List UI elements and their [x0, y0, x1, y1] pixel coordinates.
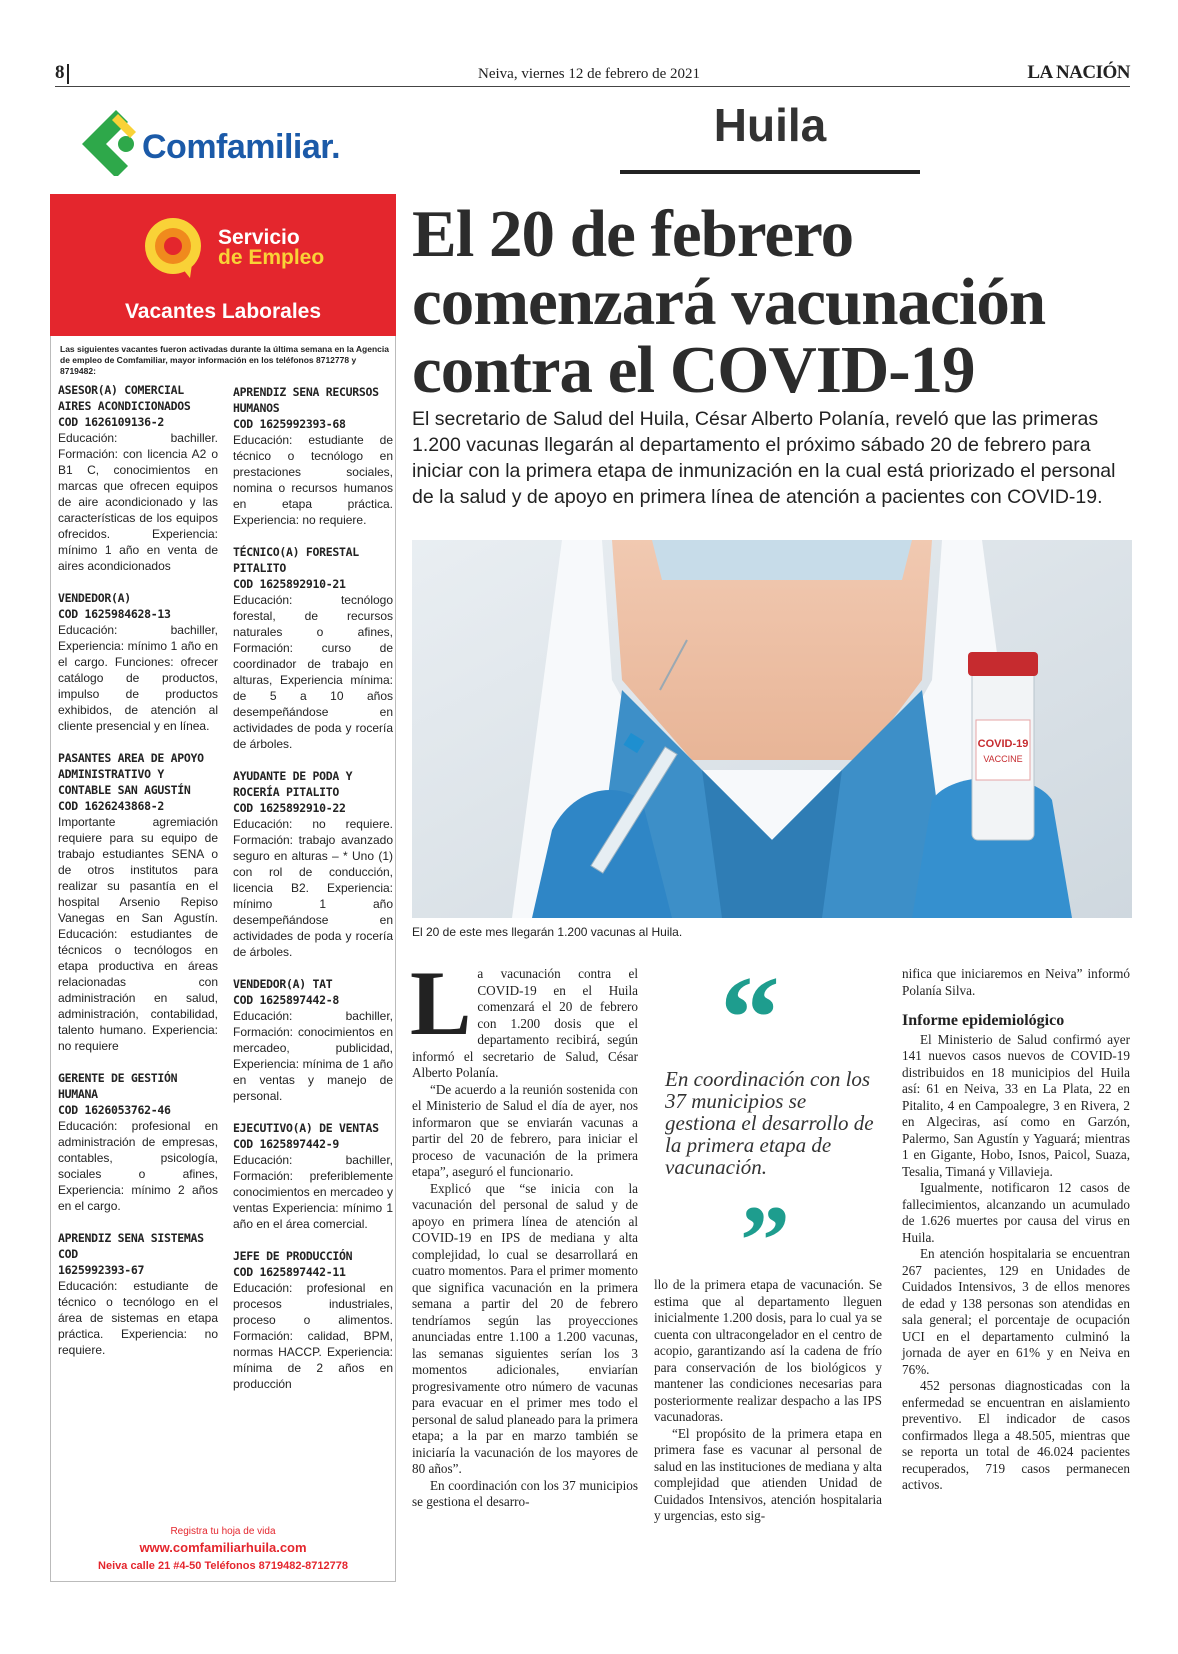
headline	[412, 197, 1142, 407]
job-title: APRENDIZ SENA SISTEMAS COD	[58, 1231, 204, 1261]
article-paragraph: llo de la primera etapa de vacunación. Se estima que al departamento lleguen inicialmente 1.200 dosis, para lo cual ya se cuenta con ultracongelador en el centro de acopio, garantizando así la cadena de frío para conservación de los biológicos y mantener las condiciones necesarias para posteriormente realizar despacho a las IPS vacunadoras.	[654, 1277, 882, 1424]
vial-label: VACCINE	[983, 754, 1023, 764]
servicio-label: Servicio	[218, 226, 300, 249]
job-code: COD 1626243868-2	[58, 799, 164, 813]
article-column-1	[410, 952, 638, 1511]
article-paragraph: Explicó que “se inicia con la vacunación del personal de salud y de apoyo en primera línea de atención al COVID-19 en IPS de mediana y alta complejidad, lo cual se desarrollará en cuatro momentos. Para el primer momento que significa vacunación en la primera semana a partir del 20 de febrero tendríamos según las proyecciones anunciadas entre 1.100 a 1.200 vacunas, las semanas siguientes serían los 3 momentos adicionales, enviarían progresivamente otro número de vacunas para evacuar en el primer mes todo el personal de salud planeado para la primera etapa; a la par en marzo también se iniciaría la vacunación de los mayores de 80 años”.	[412, 1180, 638, 1476]
vacantes-column-2	[233, 384, 393, 1408]
drop-cap: L	[410, 952, 472, 1054]
job-listing	[233, 1248, 393, 1392]
job-title: JEFE DE PRODUCCIÓN	[233, 1249, 353, 1263]
article-paragraph: 452 personas diagnosticadas con la enfermedad se encuentran en aislamiento preventivo. El indicador de casos confirmados llega a 48.505, mientras que se reporta un total de 46.024 pacientes recuperados, 719 casos permanecen activos.	[902, 1378, 1130, 1492]
article-paragraph: En atención hospitalaria se encuentran 267 pacientes, 129 en Unidades de Cuidados Intensivos, 3 de ellos menores de edad y 138 personas son atendidas en sala general; el porcentaje de ocupación UCI en el departamento culminó la jornada de ayer en 61% y en Neiva en 76%.	[902, 1246, 1130, 1377]
header-rule	[55, 86, 1130, 87]
job-description: Educación: bachiller, Formación: conocimientos en mercadeo, publicidad, Experiencia: mínima de 1 año en ventas y manejo de personal.	[233, 1009, 393, 1103]
job-listing	[233, 768, 393, 960]
job-title: VENDEDOR(A)	[58, 591, 131, 605]
job-title: VENDEDOR(A) TAT	[233, 977, 333, 991]
vacantes-intro: Las siguientes vacantes fueron activadas durante la última semana en la Agencia de empleo de Comfamiliar, mayor información en los teléfonos 8712778 y 8719482:	[60, 344, 389, 376]
article-paragraph: nifica que iniciaremos en Neiva” informó Polanía Silva.	[902, 966, 1130, 998]
job-title: APRENDIZ SENA RECURSOS HUMANOS	[233, 385, 379, 415]
section-title: Huila	[713, 99, 827, 151]
article-paragraph: Igualmente, notificaron 12 casos de fallecimientos, alcanzando un acumulado de 1.626 muertes por causa del virus en Huila.	[902, 1180, 1130, 1245]
headline-line: contra el COVID-19	[412, 333, 975, 407]
article-paragraph: “De acuerdo a la reunión sostenida con el Ministerio de Salud el día de ayer, nos informaron que se enviarán vacunas a partir del 20 de febrero, para iniciar el proceso de vacunación de la primera etapa”, aseguró el funcionario.	[412, 1081, 638, 1179]
vaccine-photo	[412, 540, 1132, 918]
job-listing	[58, 590, 218, 734]
job-listing	[58, 750, 218, 1054]
vacantes-column-1	[58, 382, 218, 1374]
section-rule	[620, 170, 920, 174]
vacantes-footer-cta: Registra tu hoja de vida	[170, 1526, 276, 1537]
job-listing	[58, 1070, 218, 1214]
job-code: COD 1626053762-46	[58, 1103, 171, 1117]
job-code: 1625992393-67	[58, 1263, 145, 1277]
headline-line: El 20 de febrero	[412, 197, 854, 271]
quote-open-icon: “	[720, 951, 780, 1084]
empleo-label: de Empleo	[218, 246, 325, 269]
job-code: COD 1625892910-21	[233, 577, 346, 591]
job-code: COD 1625892910-22	[233, 801, 346, 815]
job-description: Educación: estudiante de técnico o tecnólogo en prestaciones sociales, nomina o recursos humanos en etapa práctica. Experiencia: no requiere.	[233, 433, 393, 527]
job-description: Importante agremiación requiere para su equipo de trabajo estudiantes SENA o de otros institutos para realizar su pasantía en el hospital Arsenio Repiso Vanegas en San Agustín. Educación: estudiantes de técnicos o tecnólogos en etapa productiva en áreas relacionadas con administración en salud, administración, contabilidad, talento humano. Experiencia: no requiere	[58, 815, 218, 1053]
lead-paragraph: El secretario de Salud del Huila, César Alberto Polanía, reveló que las primeras 1.200 vacunas llegarán al departamento el próximo sábado 20 de febrero para iniciar con la primera etapa de inmunización en la cual está priorizado el personal de la salud y de apoyo en primera línea de atención a pacientes con COVID-19.	[412, 408, 1116, 508]
article-paragraph: El Ministerio de Salud confirmó ayer 141 nuevos casos nuevos de COVID-19 distribuidos en 18 municipios del Huila así: 61 en Neiva, 33 en La Plata, 22 en Pitalito, 4 en Campoalegre, 3 en Rivera, 2 en Algeciras, así como en Garzón, Palermo, San Agustín y Yaguará; mientras 1 en Gigante, Hobo, Isnos, Paicol, Suaza, Tesalia, Timaná y Villavieja.	[902, 1031, 1130, 1179]
job-description: Educación: profesional en administración de empresas, contables, psicología, sociales o afines, Experiencia: mínimo 2 años en el cargo.	[58, 1119, 218, 1213]
vacantes-footer-address: Neiva calle 21 #4-50 Teléfonos 8719482-8712778	[98, 1560, 348, 1572]
article-column-3	[902, 966, 1130, 1494]
article-paragraph: “El propósito de la primera etapa en primera fase es vacunar al personal de salud en las instituciones de mediana y alta complejidad que atienden Unidad de Cuidados Intensivos, atención hospitalaria y urgencias, esto sig-	[654, 1425, 882, 1523]
job-title: TÉCNICO(A) FORESTAL PITALITO	[233, 545, 359, 575]
job-code: COD 1625897442-11	[233, 1265, 346, 1279]
article-paragraph: En coordinación con los 37 municipios se gestiona el desarro-	[412, 1477, 638, 1509]
job-description: Educación: bachiller, Experiencia: mínimo 1 año en el cargo. Funciones: ofrecer catálogo de productos, impulso de productos exhibidos, de atención al cliente presencial y en línea.	[58, 623, 218, 733]
dateline: Neiva, viernes 12 de febrero de 2021	[478, 66, 700, 82]
vacantes-title: Vacantes Laborales	[124, 300, 322, 323]
job-title: ASESOR(A) COMERCIAL AIRES ACONDICIONADOS	[58, 383, 191, 413]
job-listing	[58, 382, 218, 574]
brand-name: Comfamiliar.	[142, 128, 341, 166]
job-title: EJECUTIVO(A) DE VENTAS	[233, 1121, 379, 1135]
job-listing	[58, 1230, 218, 1358]
job-listing	[233, 384, 393, 528]
job-description: Educación: tecnólogo forestal, de recursos naturales o afines, Formación: curso de coordinador de trabajo en alturas, Experiencia mínima: de 5 a 10 años desempeñándose en actividades de poda y rocería de árboles.	[233, 593, 393, 751]
pull-quote: En coordinación con los 37 municipios se gestiona el desarrollo de la primera etapa de vacunación.	[665, 1067, 874, 1179]
quote-close-icon: ”	[740, 1185, 790, 1296]
job-title: PASANTES AREA DE APOYO ADMINISTRATIVO Y CONTABLE SAN AGUSTÍN	[58, 751, 204, 797]
job-description: Educación: no requiere. Formación: trabajo avanzado seguro en alturas – * Uno (1) con rol de conducción, licencia B2. Experiencia: mínimo 1 año desempeñándose en actividades de poda y rocería de árboles.	[233, 817, 393, 959]
photo-caption: El 20 de este mes llegarán 1.200 vacunas al Huila.	[412, 925, 683, 939]
page-number: 8	[55, 62, 65, 83]
subheading: Informe epidemiológico	[902, 1012, 1065, 1029]
job-description: Educación: bachiller, Formación: preferiblemente conocimientos en mercadeo y ventas Experiencia: mínimo 1 año en el área comercial.	[233, 1153, 393, 1231]
job-listing	[233, 544, 393, 752]
article-paragraph	[410, 952, 638, 1082]
job-title: GERENTE DE GESTIÓN HUMANA	[58, 1071, 178, 1101]
headline-line: comenzará vacunación	[412, 265, 1046, 339]
job-code: COD 1625897442-8	[233, 993, 339, 1007]
job-description: Educación: profesional en procesos industriales, proceso o alimentos. Formación: calidad, BPM, normas HACCP. Experiencia: mínima de 2 años en producción	[233, 1281, 393, 1391]
job-title: AYUDANTE DE PODA Y ROCERÍA PITALITO	[233, 769, 353, 799]
job-code: COD 1625984628-13	[58, 607, 171, 621]
job-description: Educación: bachiller. Formación: con licencia A2 o B1 C, conocimientos en marcas que ofrecen equipos de aire acondicionado y las características de los equipos ofrecidos. Experiencia: mínimo 1 año en venta de aires acondicionados	[58, 431, 218, 573]
job-listing	[233, 1120, 393, 1232]
article-column-2	[654, 1277, 882, 1525]
job-code: COD 1625897442-9	[233, 1137, 339, 1151]
vial-label: COVID-19	[977, 738, 1029, 750]
servicio-empleo-icon	[142, 216, 204, 280]
masthead: LA NACIÓN	[1027, 62, 1130, 83]
article-text: a vacunación contra el COVID-19 en el Huila comenzará el 20 de febrero con 1.200 dosis que el departamento recibirá, según informó el secretario de Salud, César Alberto Polanía.	[412, 966, 638, 1080]
job-code: COD 1625992393-68	[233, 417, 346, 431]
job-listing	[233, 976, 393, 1104]
job-description: Educación: estudiante de técnico o tecnólogo en el área de sistemas en etapa práctica. Experiencia: no requiere.	[58, 1279, 218, 1357]
vacantes-footer-url[interactable]: www.comfamiliarhuila.com	[139, 1540, 307, 1555]
job-code: COD 1626109136-2	[58, 415, 164, 429]
